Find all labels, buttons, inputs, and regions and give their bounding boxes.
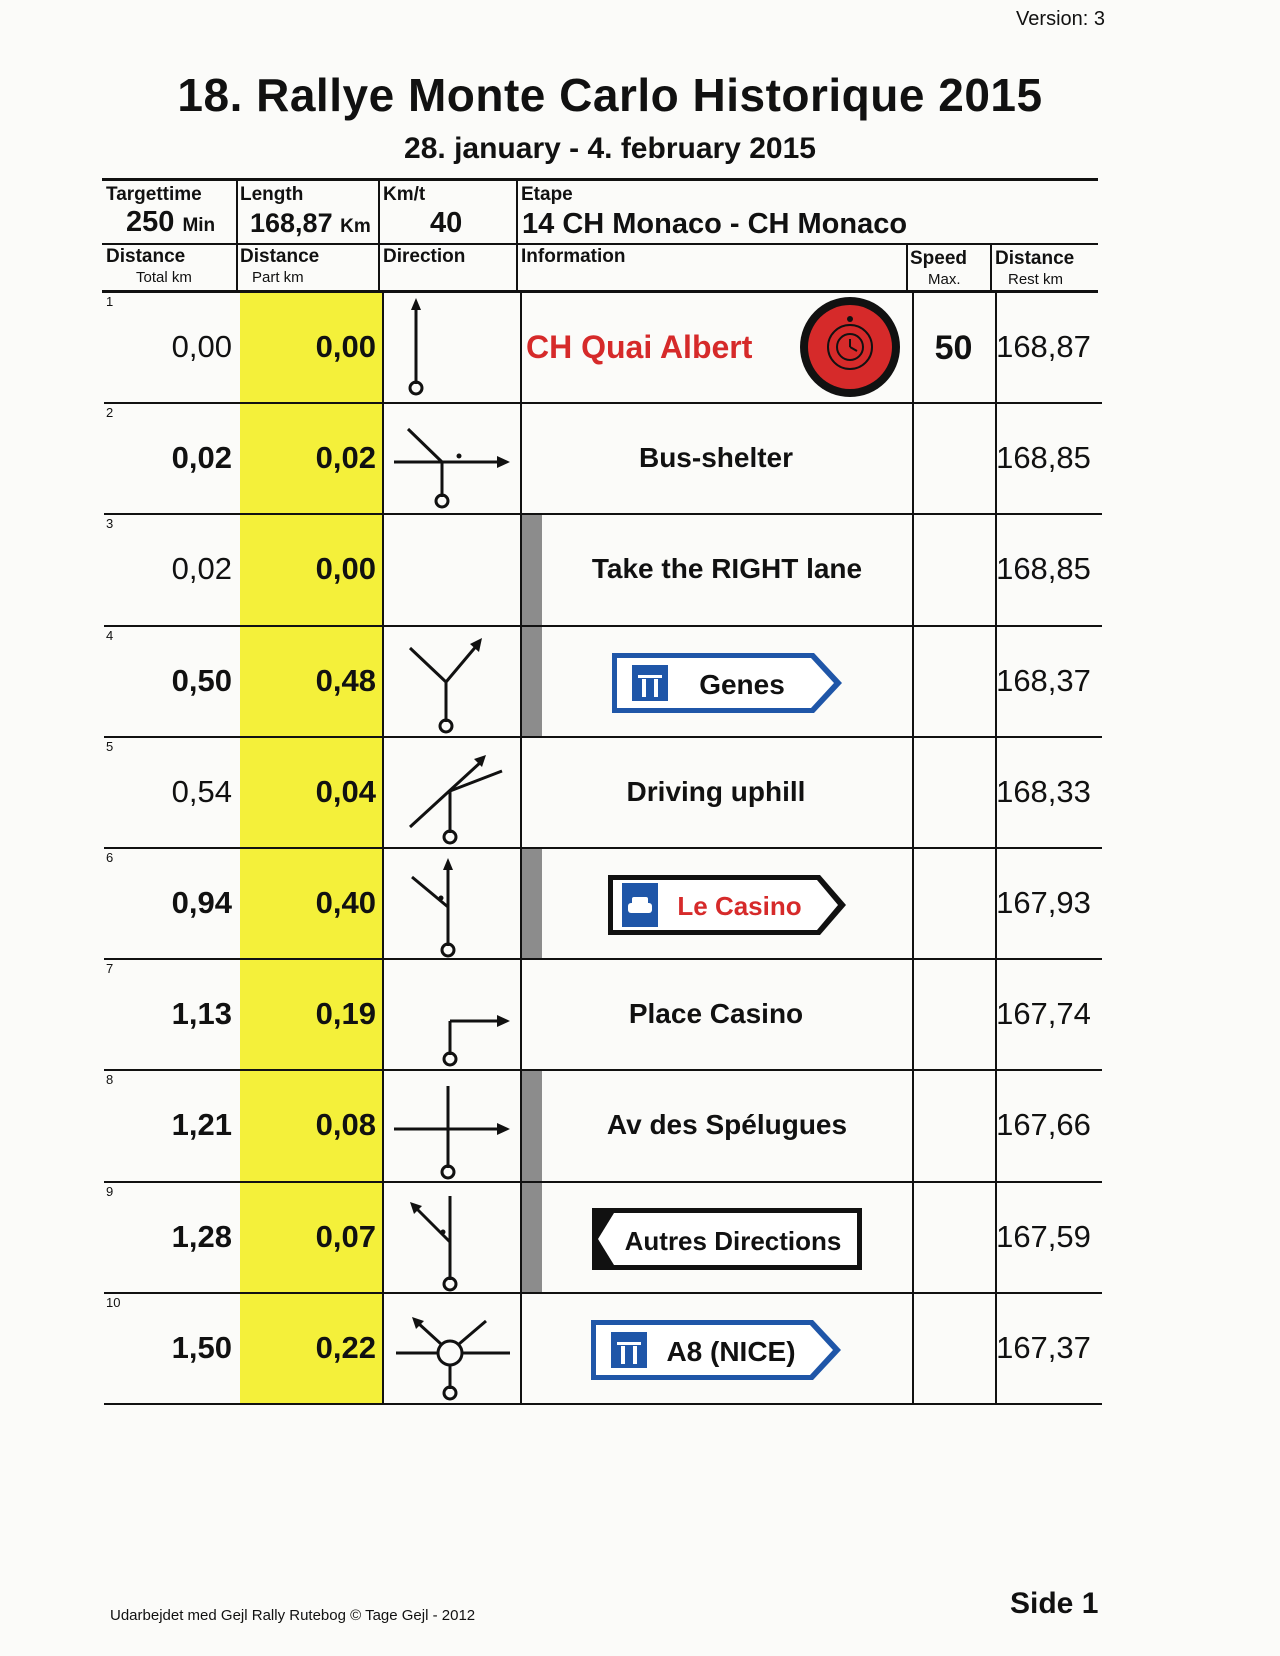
distance-total-sub: Total km (136, 269, 192, 286)
start-arrow-icon (386, 296, 514, 400)
header-divider (516, 178, 518, 290)
column-divider (382, 738, 384, 849)
rest-distance: 168,87 (996, 329, 1091, 364)
roundabout-icon (386, 1297, 514, 1401)
etape-label: Etape (521, 184, 573, 205)
lane-marker (522, 849, 542, 958)
sign-text: Genes (699, 668, 785, 700)
sign-text: Autres Directions (624, 1225, 842, 1256)
speed-sub: Max. (928, 271, 961, 288)
total-distance: 1,28 (171, 1218, 232, 1254)
row-number: 2 (106, 405, 114, 421)
header-top-rule (102, 178, 1098, 181)
column-divider (912, 404, 914, 515)
crossroad-right-icon (386, 1074, 514, 1178)
row-number: 10 (106, 1294, 121, 1310)
rest-distance: 167,59 (996, 1218, 1091, 1254)
total-distance: 1,50 (171, 1329, 232, 1365)
rest-distance: 167,93 (996, 885, 1091, 920)
junction-right-icon (386, 407, 514, 511)
row-divider (104, 1069, 1102, 1071)
part-distance: 0,48 (315, 662, 376, 698)
rest-distance: 168,85 (996, 551, 1091, 587)
distance-rest-label: Distance (995, 248, 1075, 269)
date-range: 28. january - 4. february 2015 (404, 132, 816, 165)
information-label: Information (521, 246, 626, 267)
speed-label: Speed (910, 248, 968, 269)
sign-text: A8 (NICE) (666, 1335, 796, 1367)
distance-part-label: Distance (240, 246, 320, 267)
part-distance: 0,19 (315, 996, 376, 1032)
row-divider (104, 1181, 1102, 1183)
rest-distance: 167,74 (996, 996, 1091, 1032)
row-divider (104, 625, 1102, 627)
info-text: Bus-shelter (638, 442, 794, 474)
info-text: CH Quai Albert (526, 329, 753, 365)
rest-distance: 167,37 (996, 1329, 1091, 1365)
column-divider (382, 1183, 384, 1294)
lane-marker (522, 627, 542, 736)
column-divider (382, 960, 384, 1071)
straight-left-branch-icon (386, 852, 514, 956)
row-number: 1 (106, 294, 114, 309)
lane-marker (522, 1183, 542, 1292)
info-text: Av des Spélugues (606, 1109, 848, 1141)
row-number: 5 (106, 738, 114, 754)
etape-value: 14 CH Monaco - CH Monaco (522, 208, 908, 240)
row-number: 7 (106, 961, 114, 977)
column-divider (912, 738, 914, 849)
row-divider (104, 958, 1102, 960)
info-text: Driving uphill (626, 775, 806, 807)
distance-part-sub: Part km (252, 269, 304, 286)
part-distance: 0,04 (315, 773, 376, 809)
distance-rest-sub: Rest km (1008, 271, 1064, 288)
row-number: 4 (106, 627, 114, 643)
header-divider (236, 178, 238, 290)
column-divider (520, 293, 522, 404)
row-divider (104, 736, 1102, 738)
targettime-value: 250 Min (126, 206, 216, 238)
length-label: Length (240, 184, 304, 205)
lane-marker (522, 1071, 542, 1180)
time-control-icon (796, 297, 906, 401)
column-divider (382, 627, 384, 738)
column-divider (382, 1294, 384, 1405)
part-distance: 0,02 (315, 440, 376, 476)
page-number: Side 1 (1010, 1587, 1099, 1620)
rest-distance: 168,37 (996, 662, 1091, 698)
total-distance: 0,02 (171, 440, 232, 476)
total-distance: 0,54 (171, 773, 232, 809)
version-label: Version: 3 (1016, 8, 1105, 30)
column-divider (382, 849, 384, 960)
column-divider (912, 960, 914, 1071)
kmt-value: 40 (430, 207, 463, 239)
part-distance: 0,00 (315, 551, 376, 587)
info-text: Take the RIGHT lane (591, 553, 863, 585)
total-distance: 0,00 (171, 329, 232, 364)
kmt-label: Km/t (383, 184, 426, 205)
column-divider (912, 1071, 914, 1182)
header-divider (906, 245, 908, 290)
part-distance: 0,07 (315, 1218, 376, 1254)
distance-total-label: Distance (106, 246, 186, 267)
row-divider (104, 513, 1102, 515)
length-value: 168,87 Km (250, 208, 371, 238)
row-divider (104, 1292, 1102, 1294)
header-divider (378, 178, 380, 290)
total-distance: 0,02 (171, 551, 232, 587)
column-divider (912, 627, 914, 738)
column-divider (520, 1294, 522, 1405)
straight-left-fork-icon (386, 1186, 514, 1290)
lane-marker (522, 515, 542, 624)
column-divider (382, 293, 384, 404)
column-divider (912, 1183, 914, 1294)
targettime-label: Targettime (106, 184, 202, 205)
column-divider (382, 515, 384, 626)
row-divider (104, 847, 1102, 849)
column-divider (912, 849, 914, 960)
footer-credit: Udarbejdet med Gejl Rally Rutebog © Tage Gejl - 2012 (110, 1607, 476, 1624)
rest-distance: 168,33 (996, 773, 1091, 809)
total-distance: 1,21 (171, 1107, 232, 1143)
row-number: 3 (106, 516, 114, 532)
part-distance: 0,08 (315, 1107, 376, 1143)
part-distance: 0,22 (315, 1329, 376, 1365)
total-distance: 0,50 (171, 662, 232, 698)
column-divider (382, 404, 384, 515)
part-distance: 0,00 (315, 329, 376, 364)
column-divider (912, 1294, 914, 1405)
row-number: 8 (106, 1072, 114, 1088)
row-number: 6 (106, 850, 114, 865)
row-number: 9 (106, 1183, 114, 1199)
info-text: Place Casino (628, 998, 804, 1030)
total-distance: 0,94 (171, 885, 232, 920)
column-divider (912, 515, 914, 626)
header-divider (990, 245, 992, 290)
speed-limit: 50 (934, 329, 973, 367)
cross-right-icon (386, 741, 514, 845)
part-distance: 0,40 (315, 885, 376, 920)
page-title: 18. Rallye Monte Carlo Historique 2015 (177, 69, 1043, 121)
direction-label: Direction (383, 246, 466, 267)
turn-right-icon (386, 963, 514, 1067)
fork-right-icon (386, 630, 514, 734)
total-distance: 1,13 (171, 996, 232, 1032)
column-divider (382, 1071, 384, 1182)
rest-distance: 167,66 (996, 1107, 1091, 1143)
sign-text: Le Casino (677, 891, 802, 921)
header-mid-rule (102, 243, 1098, 245)
row-divider (104, 402, 1102, 404)
rest-distance: 168,85 (996, 440, 1091, 476)
row-divider (104, 1403, 1102, 1405)
